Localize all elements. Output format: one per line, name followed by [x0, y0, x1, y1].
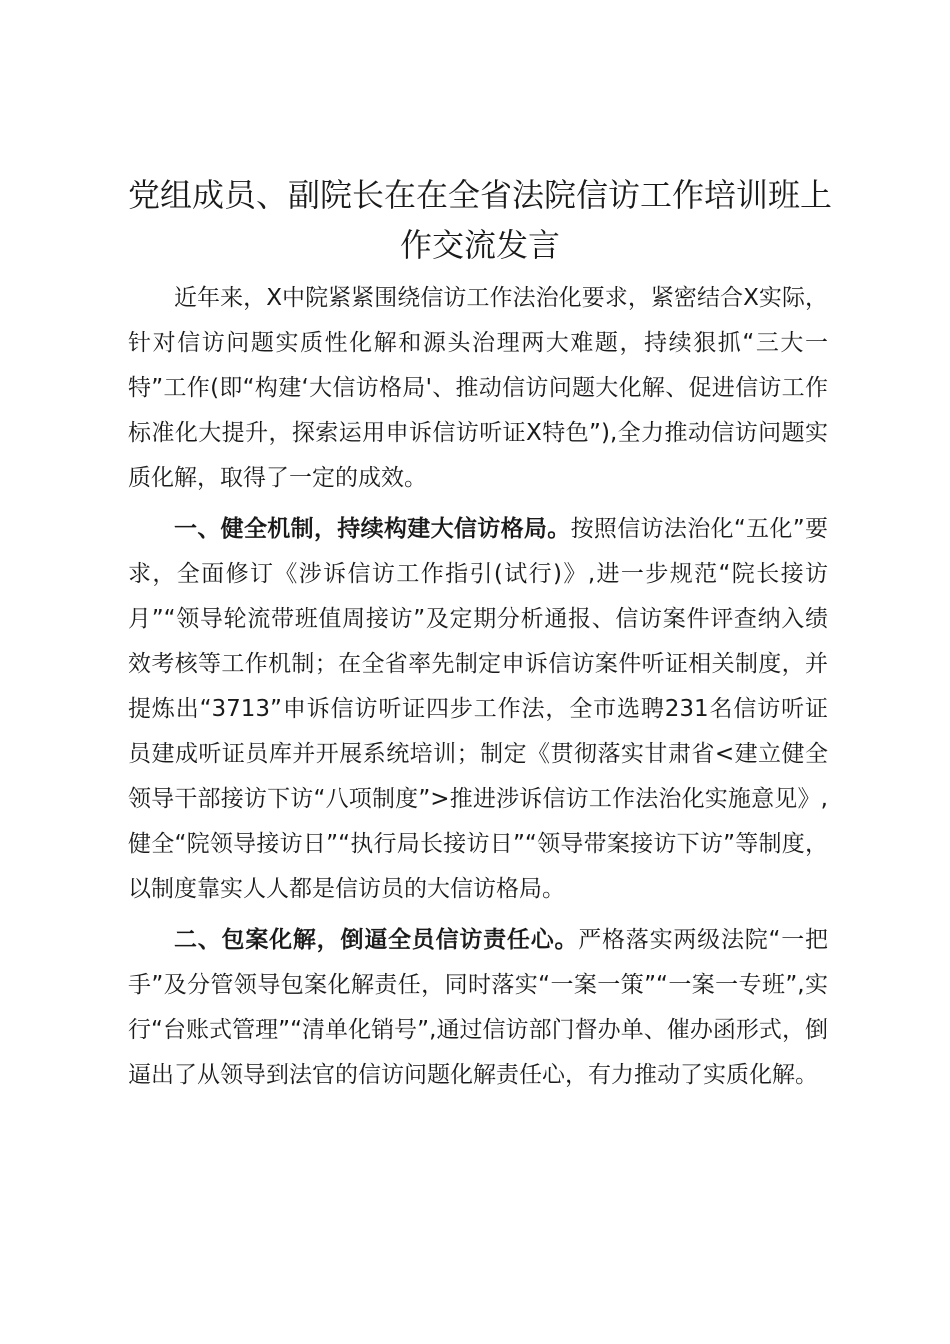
paragraph-text: 按照信访法治化“五化”要求，全面修订《涉诉信访工作指引(试行)》,进一步规范“院长接访月”“领导轮流带班值周接访”及定期分析通报、信访案件评查纳入绩效考核等工作机制；在全省率先制定申诉信访案件听证相关制度，并提炼出“3713”申诉信访听证四步工作法，全市选聘231名信访听证员建成听证员库并开展系统培训；制定《贯彻落实甘肃省<建立健全领导干部接访下访“八项制度”>推进涉诉信访工作法治化实施意见》,健全“院领导接访日”“执行局长接访日”“领导带案接访下访”等制度，以制度靠实人人都是信访员的大信访格局。: [128, 516, 828, 902]
paragraph-text: 严格落实两级法院“一把手”及分管领导包案化解责任，同时落实“一案一策”“一案一专班”,实行“台账式管理”“清单化销号”,通过信访部门督办单、催办函形式，倒逼出了从领导到法官的信访问题化解责任心，有力推动了实质化解。: [128, 927, 829, 1088]
paragraph-text: 近年来，X中院紧紧围绕信访工作法治化要求，紧密结合X实际，针对信访问题实质性化解和源头治理两大难题，持续狠抓“三大一特”工作(即“构建‘大信访格局'、推动信访问题大化解、促进信访工作标准化大提升，探索运用申诉信访听证X特色”),全力推动信访问题实质化解，取得了一定的成效。: [128, 285, 828, 491]
document-body: [128, 276, 828, 1104]
paragraph-section-two: [128, 918, 828, 1098]
document-title: 党组成员、副院长在在全省法院信访工作培训班上作交流发言: [127, 176, 832, 264]
paragraph-intro: [128, 276, 828, 501]
paragraph-section-one: [128, 507, 828, 912]
paragraph-lead: 一、健全机制，持续构建大信访格局。: [174, 516, 571, 542]
paragraph-lead: 二、包案化解，倒逼全员信访责任心。: [174, 927, 579, 953]
